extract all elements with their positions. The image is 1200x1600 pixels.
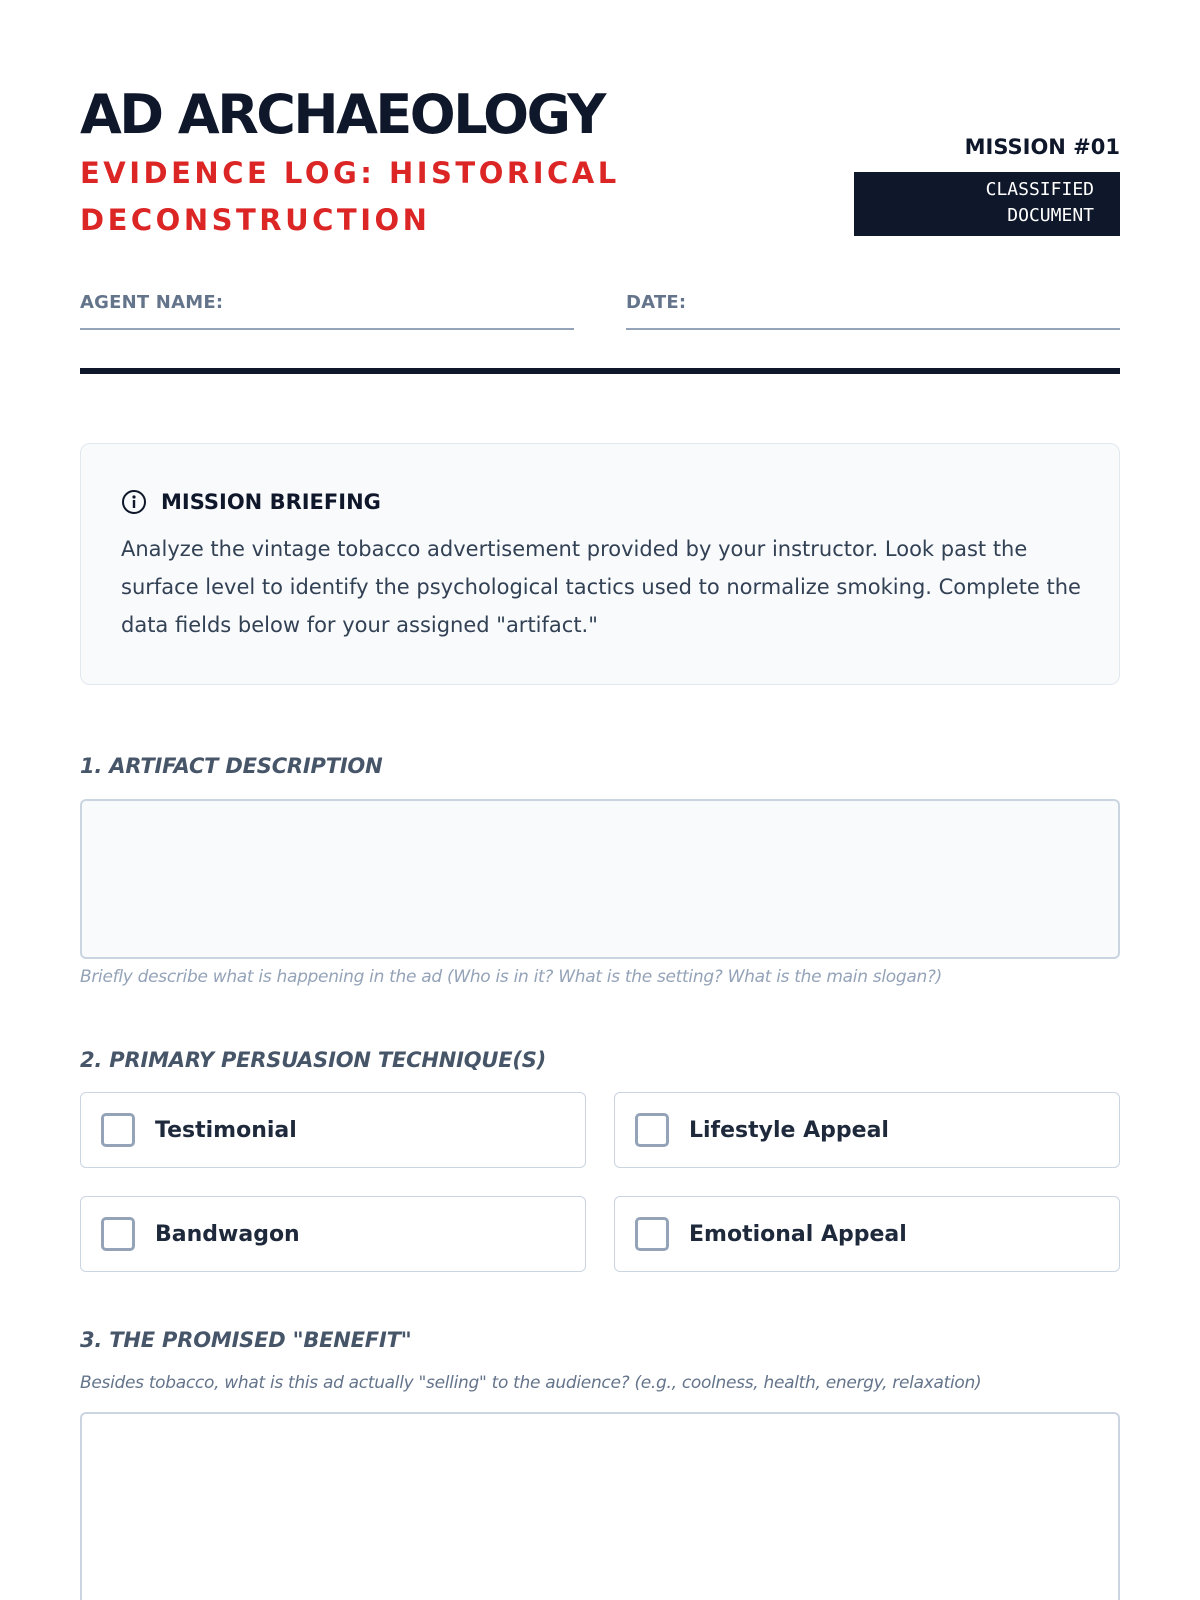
option-label: Bandwagon bbox=[155, 1221, 300, 1247]
agent-fields bbox=[80, 288, 1120, 330]
persuasion-techniques-heading: 2. PRIMARY PERSUASION TECHNIQUE(S) bbox=[80, 1048, 547, 1072]
header bbox=[80, 82, 1120, 242]
worksheet-page bbox=[80, 0, 1120, 1600]
option-lifestyle-appeal[interactable] bbox=[614, 1092, 1120, 1168]
header-divider bbox=[80, 368, 1120, 374]
checkbox[interactable] bbox=[635, 1113, 669, 1147]
mission-number: MISSION #01 bbox=[964, 135, 1120, 159]
checkbox[interactable] bbox=[635, 1217, 669, 1251]
option-label: Testimonial bbox=[155, 1117, 297, 1143]
briefing-text: Analyze the vintage tobacco advertisement provided by your instructor. Look past the surface level to identify the psychological tactics used to normalize smoking. Complete the data fields below for your assigned "artifact." bbox=[121, 537, 1081, 637]
agent-name-field bbox=[80, 288, 574, 330]
option-testimonial[interactable] bbox=[80, 1092, 586, 1168]
artifact-description-hint: Briefly describe what is happening in the ad (Who is in it? What is the setting? What is the main slogan?) bbox=[80, 967, 942, 987]
classified-line-1: CLASSIFIED bbox=[985, 179, 1094, 200]
date-input[interactable] bbox=[696, 288, 1120, 326]
classified-badge bbox=[854, 172, 1120, 236]
briefing-title: MISSION BRIEFING bbox=[161, 490, 381, 514]
agent-name-input[interactable] bbox=[230, 288, 574, 326]
option-bandwagon[interactable] bbox=[80, 1196, 586, 1272]
promised-benefit-input[interactable] bbox=[80, 1412, 1120, 1600]
promised-benefit-hint: Besides tobacco, what is this ad actually "selling" to the audience? (e.g., coolness, health, energy, relaxation) bbox=[80, 1373, 982, 1393]
page-subtitle: EVIDENCE LOG: HISTORICAL DECONSTRUCTION bbox=[80, 156, 620, 237]
date-field bbox=[626, 288, 1120, 330]
classified-line-2: DOCUMENT bbox=[1007, 205, 1094, 226]
checkbox[interactable] bbox=[101, 1113, 135, 1147]
option-label: Lifestyle Appeal bbox=[689, 1117, 889, 1143]
artifact-description-heading: 1. ARTIFACT DESCRIPTION bbox=[80, 754, 383, 778]
checkbox[interactable] bbox=[101, 1217, 135, 1251]
page-title: AD ARCHAEOLOGY bbox=[80, 83, 604, 146]
artifact-description-input[interactable] bbox=[80, 799, 1120, 959]
mission-briefing-panel bbox=[80, 443, 1120, 685]
date-label: DATE: bbox=[626, 292, 687, 313]
promised-benefit-heading: 3. THE PROMISED "BENEFIT" bbox=[80, 1328, 412, 1352]
info-icon bbox=[121, 489, 147, 515]
option-emotional-appeal[interactable] bbox=[614, 1196, 1120, 1272]
option-label: Emotional Appeal bbox=[689, 1221, 907, 1247]
mission-block bbox=[854, 132, 1120, 236]
agent-name-label: AGENT NAME: bbox=[80, 292, 224, 313]
briefing-header bbox=[121, 488, 1079, 516]
